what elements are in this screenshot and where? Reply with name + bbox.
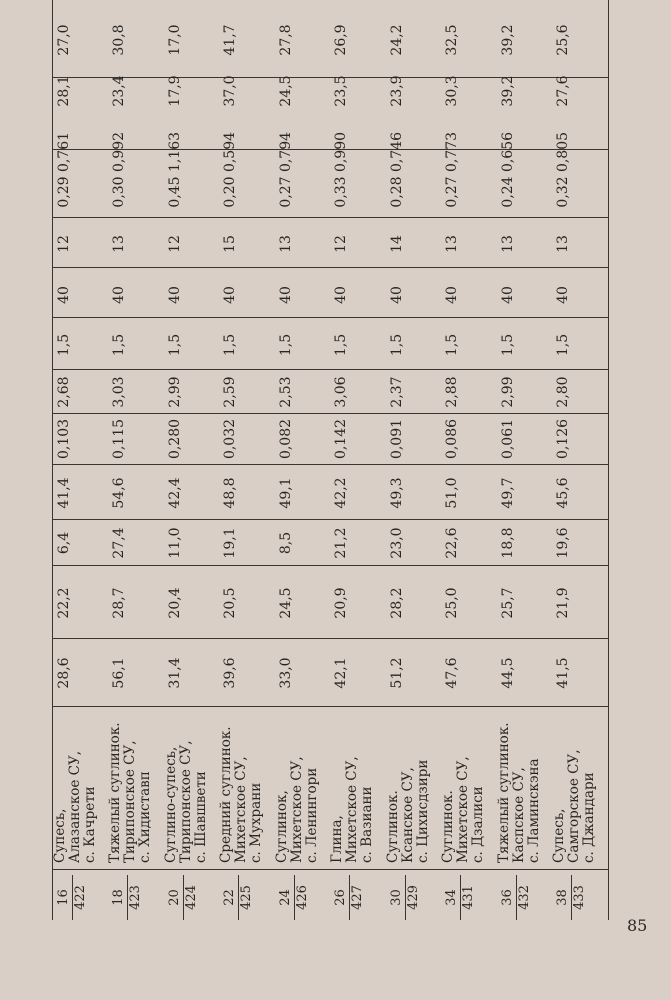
cell-value: 0,142 [333, 418, 349, 460]
cell-value: 1,5 [444, 333, 460, 357]
cell-value: 22,2 [56, 587, 72, 619]
cell-value: 20,4 [167, 587, 183, 619]
sample-id: 24 426 [278, 875, 311, 920]
cell-value: 0,103 [56, 418, 72, 460]
soil-description: Супесь, Алазанское СУ, с. Качрети [52, 750, 98, 863]
cell-value: 3,06 [333, 376, 349, 408]
cell-value: 2,88 [444, 376, 460, 408]
cell-value: 13 [444, 235, 460, 253]
sample-id: 16 422 [56, 875, 89, 920]
cell-value: 1,5 [167, 333, 183, 357]
cell-value: 54,6 [111, 477, 127, 509]
cell-value: 0,761 [56, 131, 72, 173]
cell-value: 24,5 [278, 75, 294, 107]
cell-value: 0,061 [500, 418, 516, 460]
column-divider [52, 317, 608, 318]
cell-value: 1,5 [222, 333, 238, 357]
cell-value: 40 [500, 286, 516, 304]
cell-value: 0,086 [444, 418, 460, 460]
cell-value: 25,6 [555, 24, 571, 56]
cell-value: 2,53 [278, 376, 294, 408]
cell-value: 27,6 [555, 75, 571, 107]
cell-value: 40 [333, 286, 349, 304]
cell-value: 15 [222, 235, 238, 253]
sample-id: 18 423 [111, 875, 144, 920]
cell-value: 42,4 [167, 477, 183, 509]
cell-value: 0,24 [500, 176, 516, 208]
cell-value: 45,6 [555, 477, 571, 509]
cell-value: 51,0 [444, 477, 460, 509]
sample-id: 30 429 [389, 875, 422, 920]
cell-value: 0,29 [56, 176, 72, 208]
cell-value: 13 [111, 235, 127, 253]
cell-value: 14 [389, 235, 405, 253]
cell-value: 12 [56, 235, 72, 253]
cell-value: 30,8 [111, 24, 127, 56]
cell-value: 0,32 [555, 176, 571, 208]
cell-value: 24,5 [278, 587, 294, 619]
cell-value: 23,4 [111, 75, 127, 107]
column-divider [52, 464, 608, 465]
cell-value: 21,9 [555, 587, 571, 619]
sample-id: 38 433 [555, 875, 588, 920]
column-divider [52, 149, 608, 150]
cell-value: 30,3 [444, 75, 460, 107]
cell-value: 2,37 [389, 376, 405, 408]
soil-description: Суглино-супесь, Тирипонское СУ, с. Шавшвети [163, 740, 209, 863]
cell-value: 39,6 [222, 657, 238, 689]
cell-value: 0,990 [333, 131, 349, 173]
sample-id: 20 424 [167, 875, 200, 920]
soil-description: Средний суглинок. Михетское СУ, с. Мухрани [218, 726, 264, 863]
sample-id: 34 431 [444, 875, 477, 920]
soil-description: Суглинок. Михетское СУ, с. Дзалиси [440, 756, 486, 863]
cell-value: 19,6 [555, 527, 571, 559]
cell-value: 39,2 [500, 75, 516, 107]
cell-value: 2,68 [56, 376, 72, 408]
cell-value: 0,594 [222, 131, 238, 173]
cell-value: 11,0 [167, 527, 183, 559]
sample-id: 22 425 [222, 875, 255, 920]
cell-value: 48,8 [222, 477, 238, 509]
cell-value: 1,5 [500, 333, 516, 357]
column-divider [52, 519, 608, 520]
cell-value: 2,99 [167, 376, 183, 408]
cell-value: 0,032 [222, 418, 238, 460]
soil-description: Тяжелый суглинок. Каспское СУ, с. Ламинскэна [496, 722, 542, 863]
column-divider [52, 413, 608, 414]
cell-value: 1,5 [389, 333, 405, 357]
column-divider [52, 77, 608, 78]
cell-value: 23,5 [333, 75, 349, 107]
cell-value: 8,5 [278, 531, 294, 555]
cell-value: 40 [278, 286, 294, 304]
cell-value: 47,6 [444, 657, 460, 689]
column-divider [52, 267, 608, 268]
cell-value: 23,0 [389, 527, 405, 559]
cell-value: 40 [444, 286, 460, 304]
cell-value: 49,3 [389, 477, 405, 509]
cell-value: 12 [333, 235, 349, 253]
cell-value: 25,7 [500, 587, 516, 619]
cell-value: 31,4 [167, 657, 183, 689]
column-divider [52, 638, 608, 639]
cell-value: 0,45 [167, 176, 183, 208]
cell-value: 19,1 [222, 527, 238, 559]
cell-value: 40 [167, 286, 183, 304]
cell-value: 0,992 [111, 131, 127, 173]
cell-value: 0,082 [278, 418, 294, 460]
cell-value: 1,5 [56, 333, 72, 357]
cell-value: 37,0 [222, 75, 238, 107]
soil-description: Суглинок. Ксанское СУ, с. Цихисдзири [385, 759, 431, 863]
soil-description: Супесь, Самгорское СУ, с. Джандари [551, 749, 597, 863]
cell-value: 26,9 [333, 24, 349, 56]
cell-value: 17,0 [167, 24, 183, 56]
cell-value: 41,7 [222, 24, 238, 56]
cell-value: 17,9 [167, 75, 183, 107]
column-divider [52, 565, 608, 566]
soil-description: Суглинок, Михетское СУ, с. Ленингори [274, 756, 320, 863]
cell-value: 1,5 [333, 333, 349, 357]
soil-description: Глина, Михетское СУ, с. Вазиани [329, 756, 375, 863]
table-rule-bottom [608, 0, 609, 920]
cell-value: 49,7 [500, 477, 516, 509]
cell-value: 44,5 [500, 657, 516, 689]
cell-value: 1,5 [555, 333, 571, 357]
cell-value: 0,28 [389, 176, 405, 208]
cell-value: 13 [555, 235, 571, 253]
cell-value: 51,2 [389, 657, 405, 689]
cell-value: 2,99 [500, 376, 516, 408]
cell-value: 28,2 [389, 587, 405, 619]
cell-value: 13 [500, 235, 516, 253]
cell-value: 0,746 [389, 131, 405, 173]
cell-value: 27,4 [111, 527, 127, 559]
cell-value: 13 [278, 235, 294, 253]
cell-value: 40 [111, 286, 127, 304]
cell-value: 0,115 [111, 418, 127, 460]
column-divider [52, 217, 608, 218]
cell-value: 0,773 [444, 131, 460, 173]
cell-value: 40 [389, 286, 405, 304]
cell-value: 40 [555, 286, 571, 304]
cell-value: 20,5 [222, 587, 238, 619]
cell-value: 49,1 [278, 477, 294, 509]
cell-value: 12 [167, 235, 183, 253]
cell-value: 25,0 [444, 587, 460, 619]
cell-value: 27,0 [56, 24, 72, 56]
cell-value: 2,80 [555, 376, 571, 408]
cell-value: 28,7 [111, 587, 127, 619]
cell-value: 0,794 [278, 131, 294, 173]
cell-value: 0,27 [278, 176, 294, 208]
cell-value: 24,2 [389, 24, 405, 56]
cell-value: 0,33 [333, 176, 349, 208]
cell-value: 0,656 [500, 131, 516, 173]
cell-value: 33,0 [278, 657, 294, 689]
cell-value: 6,4 [56, 531, 72, 555]
cell-value: 40 [56, 286, 72, 304]
page-number: 85 [627, 916, 648, 935]
column-divider [52, 869, 608, 870]
cell-value: 21,2 [333, 527, 349, 559]
cell-value: 42,1 [333, 657, 349, 689]
cell-value: 1,5 [111, 333, 127, 357]
soil-description: Тяжелый суглинок. Тирипонское СУ, с. Хидиставп [107, 722, 153, 863]
cell-value: 27,8 [278, 24, 294, 56]
cell-value: 2,59 [222, 376, 238, 408]
cell-value: 3,03 [111, 376, 127, 408]
cell-value: 1,163 [167, 131, 183, 173]
cell-value: 41,5 [555, 657, 571, 689]
cell-value: 0,805 [555, 131, 571, 173]
cell-value: 32,5 [444, 24, 460, 56]
cell-value: 42,2 [333, 477, 349, 509]
cell-value: 0,20 [222, 176, 238, 208]
cell-value: 39,2 [500, 24, 516, 56]
cell-value: 0,280 [167, 418, 183, 460]
cell-value: 20,9 [333, 587, 349, 619]
cell-value: 18,8 [500, 527, 516, 559]
sample-id: 26 427 [333, 875, 366, 920]
cell-value: 0,091 [389, 418, 405, 460]
cell-value: 56,1 [111, 657, 127, 689]
cell-value: 0,126 [555, 418, 571, 460]
cell-value: 40 [222, 286, 238, 304]
cell-value: 28,1 [56, 75, 72, 107]
cell-value: 23,9 [389, 75, 405, 107]
cell-value: 0,27 [444, 176, 460, 208]
cell-value: 0,30 [111, 176, 127, 208]
cell-value: 22,6 [444, 527, 460, 559]
cell-value: 41,4 [56, 477, 72, 509]
cell-value: 1,5 [278, 333, 294, 357]
sample-id: 36 432 [500, 875, 533, 920]
column-divider [52, 369, 608, 370]
cell-value: 28,6 [56, 657, 72, 689]
